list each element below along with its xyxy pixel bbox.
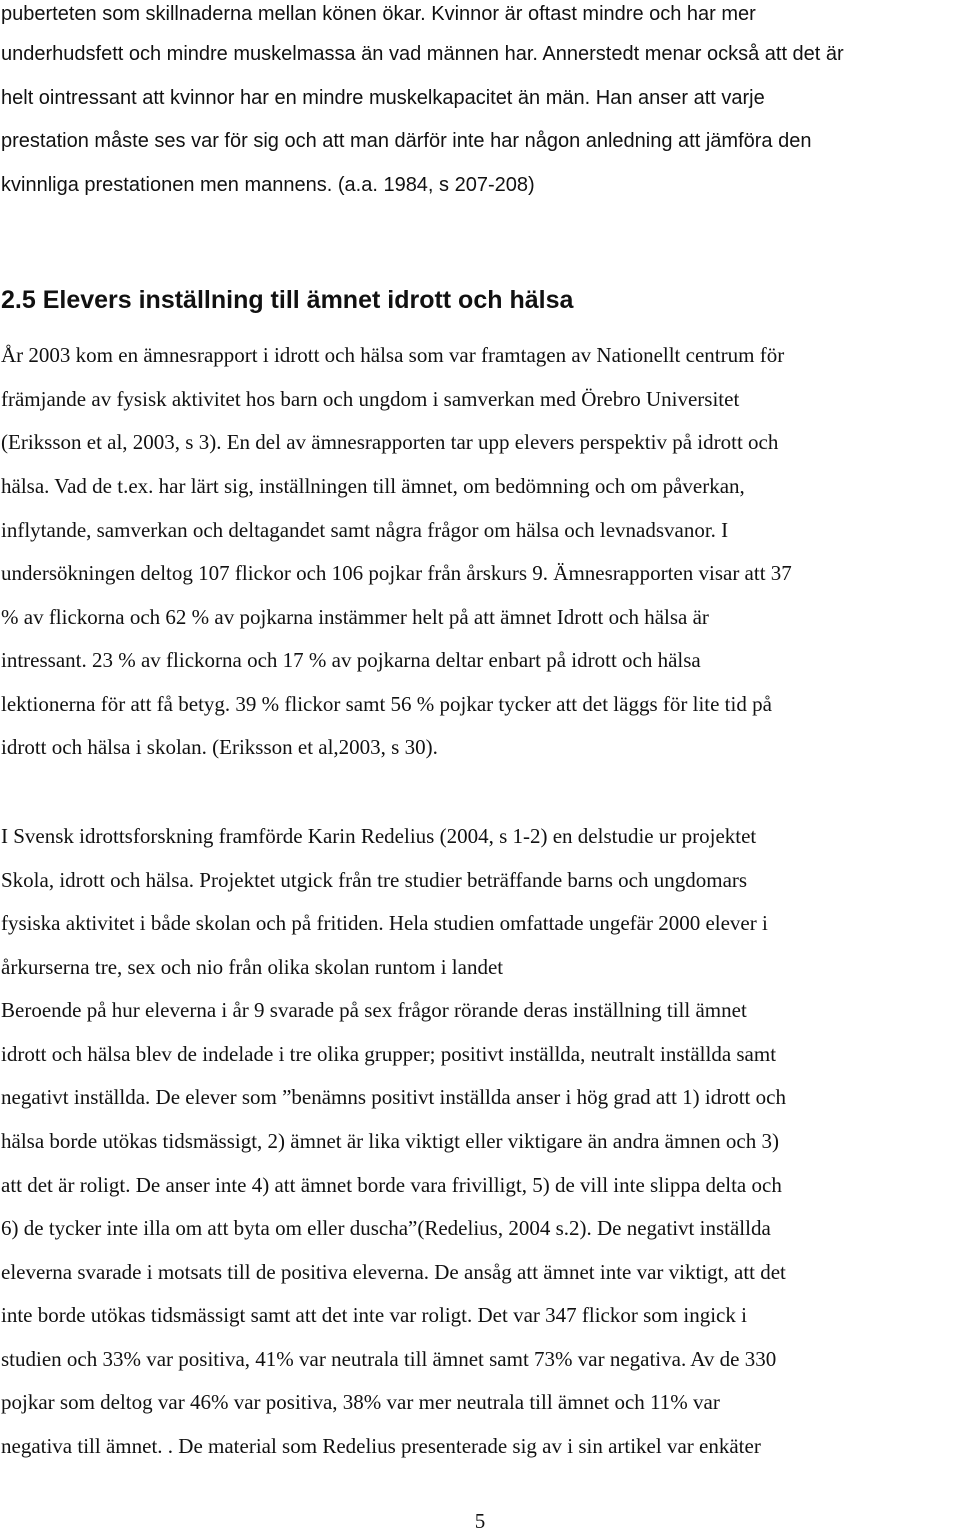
text-line: kvinnliga prestationen men mannens. (a.a. 1984, s 207-208)	[1, 174, 535, 196]
text-line: underhudsfett och mindre muskelmassa än vad männen har. Annerstedt menar också att det är	[1, 43, 844, 65]
text-line: puberteten som skillnaderna mellan könen ökar. Kvinnor är oftast mindre och har mer	[1, 3, 756, 25]
text-line: idrott och hälsa i skolan. (Eriksson et al,2003, s 30).	[1, 735, 438, 759]
text-line: Beroende på hur eleverna i år 9 svarade på sex frågor rörande deras inställning till ämnet	[1, 998, 747, 1022]
text-line: inflytande, samverkan och deltagandet samt några frågor om hälsa och levnadsvanor. I	[1, 518, 729, 542]
text-line: År 2003 kom en ämnesrapport i idrott och hälsa som var framtagen av Nationellt centrum för	[1, 343, 785, 367]
text-line: helt ointressant att kvinnor har en mindre muskelkapacitet än män. Han anser att varje	[1, 87, 765, 109]
text-line: negativa till ämnet. . De material som Redelius presenterade sig av i sin artikel var enkäter	[1, 1434, 761, 1458]
text-line: (Eriksson et al, 2003, s 3). En del av ämnesrapporten tar upp elevers perspektiv på idrott och	[1, 430, 779, 454]
text-line: främjande av fysisk aktivitet hos barn och ungdom i samverkan med Örebro Universitet	[1, 387, 740, 411]
text-line: idrott och hälsa blev de indelade i tre olika grupper; positivt inställda, neutralt inställda samt	[1, 1042, 777, 1066]
text-line: fysiska aktivitet i både skolan och på fritiden. Hela studien omfattade ungefär 2000 elever i	[1, 911, 768, 935]
text-line: eleverna svarade i motsats till de positiva eleverna. De ansåg att ämnet inte var viktigt, att det	[1, 1260, 786, 1284]
text-line: prestation måste ses var för sig och att man därför inte har någon anledning att jämföra den	[1, 130, 812, 152]
text-line: att det är roligt. De anser inte 4) att ämnet borde vara frivilligt, 5) de vill inte slippa delta och	[1, 1173, 782, 1197]
text-line: hälsa. Vad de t.ex. har lärt sig, inställningen till ämnet, om bedömning och om påverkan,	[1, 474, 745, 498]
text-line: intressant. 23 % av flickorna och 17 % av pojkarna deltar enbart på idrott och hälsa	[1, 648, 701, 672]
section-heading: 2.5 Elevers inställning till ämnet idrott och hälsa	[1, 286, 574, 314]
page-number: 5	[474, 1509, 486, 1533]
text-line: lektionerna för att få betyg. 39 % flickor samt 56 % pojkar tycker att det läggs för lite tid på	[1, 692, 772, 716]
text-line: årkurserna tre, sex och nio från olika skolan runtom i landet	[1, 955, 504, 979]
text-line: hälsa borde utökas tidsmässigt, 2) ämnet är lika viktigt eller viktigare än andra ämnen och 3)	[1, 1129, 779, 1153]
text-line: studien och 33% var positiva, 41% var neutrala till ämnet samt 73% var negativa. Av de 330	[1, 1347, 777, 1371]
text-line: negativt inställda. De elever som ”benämns positivt inställda anser i hög grad att 1) idrott och	[1, 1085, 786, 1109]
text-line: I Svensk idrottsforskning framförde Karin Redelius (2004, s 1-2) en delstudie ur projektet	[1, 824, 757, 848]
text-line: pojkar som deltog var 46% var positiva, 38% var mer neutrala till ämnet och 11% var	[1, 1390, 720, 1414]
text-line: undersökningen deltog 107 flickor och 106 pojkar från årskurs 9. Ämnesrapporten visar att 37	[1, 561, 792, 585]
text-line: % av flickorna och 62 % av pojkarna instämmer helt på att ämnet Idrott och hälsa är	[1, 605, 709, 629]
text-line: 6) de tycker inte illa om att byta om eller duscha”(Redelius, 2004 s.2). De negativt inställda	[1, 1216, 771, 1240]
text-line: Skola, idrott och hälsa. Projektet utgick från tre studier beträffande barns och ungdomars	[1, 868, 748, 892]
text-line: inte borde utökas tidsmässigt samt att det inte var roligt. Det var 347 flickor som ingick i	[1, 1303, 747, 1327]
